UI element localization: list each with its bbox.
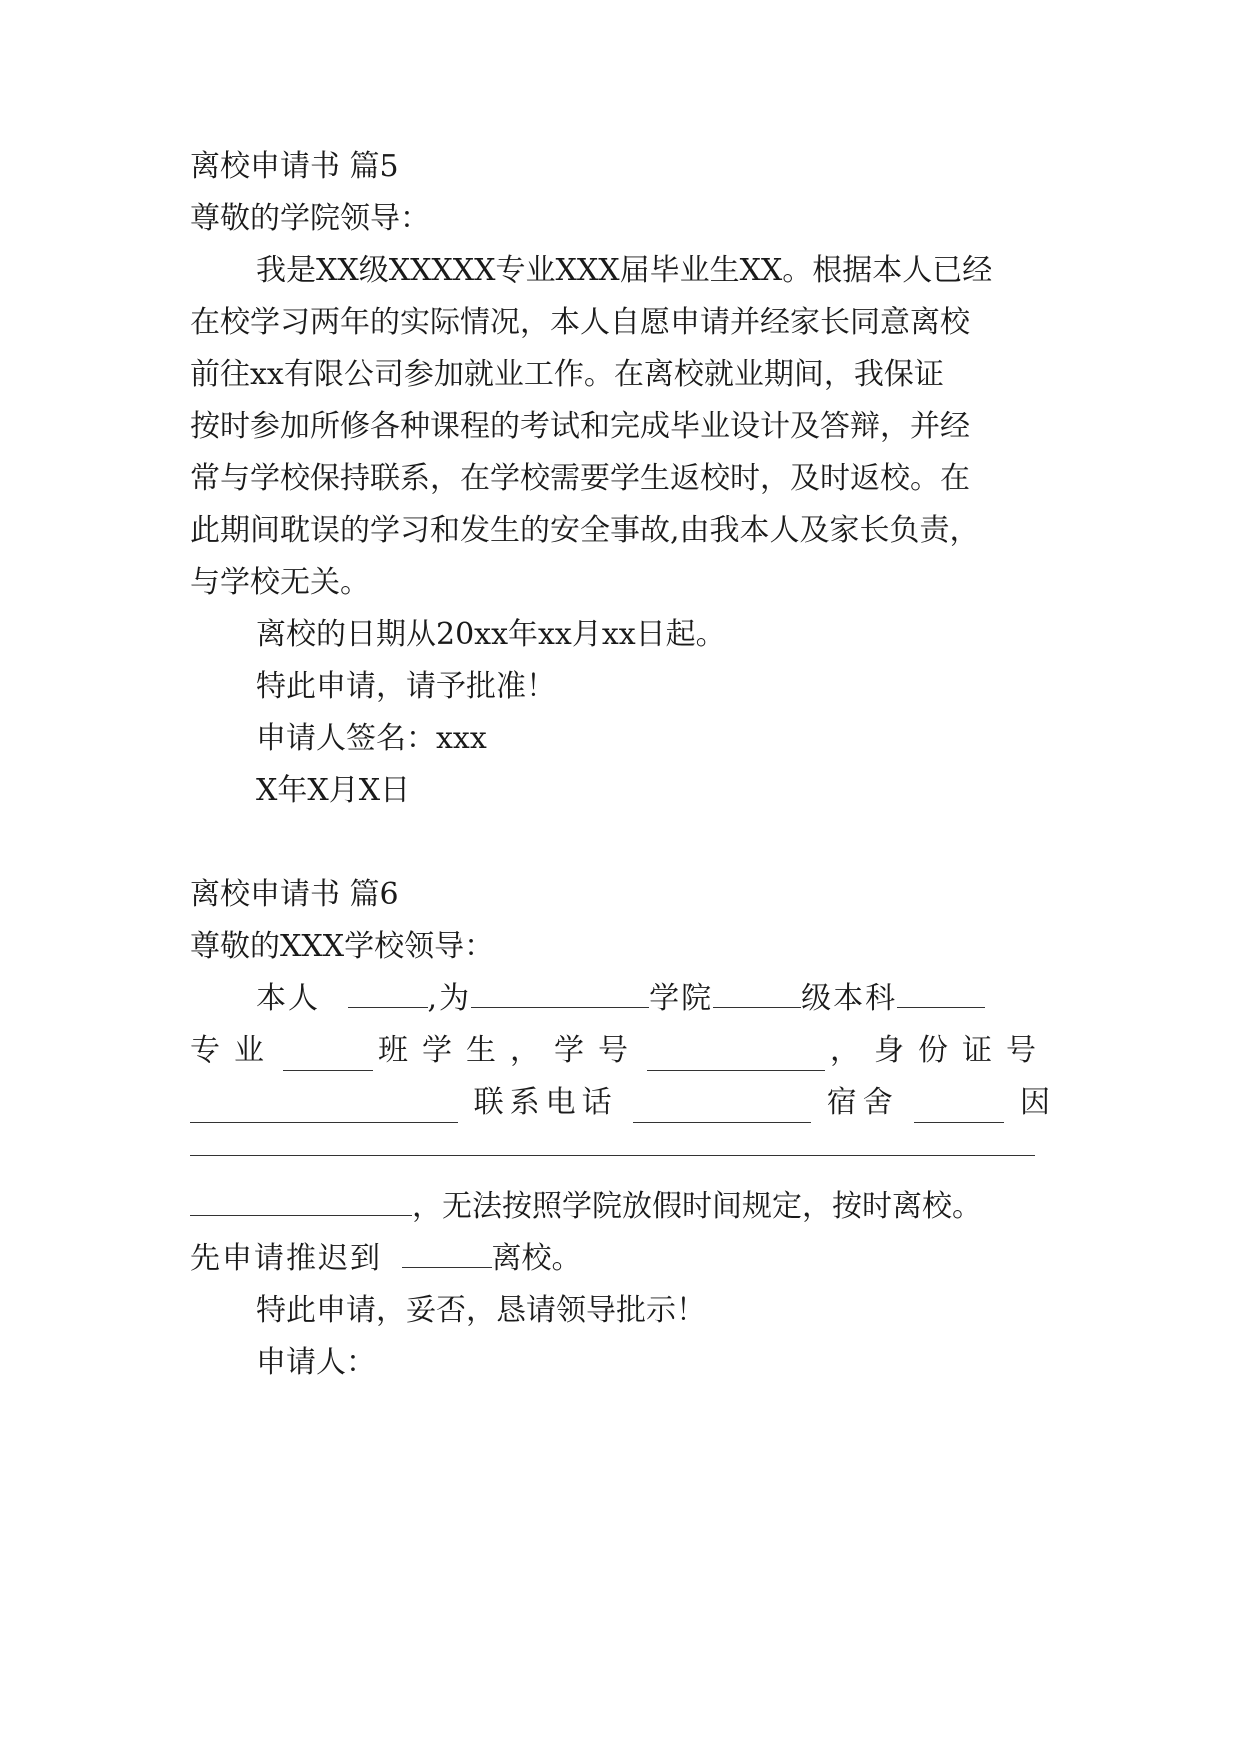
- row2-text-c: ，身份证号: [830, 1033, 1050, 1068]
- section6-row3: [190, 1083, 1050, 1123]
- row1-text-c: 学院: [649, 981, 714, 1016]
- row1-text-d: 级本科: [801, 981, 898, 1016]
- section6-applicant: 申请人：: [256, 1345, 376, 1380]
- row1-text-a: 本人: [256, 981, 320, 1016]
- row5-text-a: ，无法按照学院放假时间规定，按时离校。: [412, 1189, 982, 1224]
- document-page: [190, 0, 1060, 1754]
- major-name-blank: [283, 1042, 373, 1071]
- reason-blank: [190, 1155, 1035, 1156]
- dorm-blank: [914, 1094, 1004, 1123]
- id-number-blank: [190, 1094, 458, 1123]
- section6-title: 离校申请书 篇6: [190, 877, 399, 912]
- row2-text-a: 专业: [190, 1033, 278, 1068]
- grade-blank: [713, 979, 801, 1008]
- row1-text-b: ,为: [427, 981, 472, 1016]
- section5-sign-date: X年X月X日: [256, 773, 411, 808]
- phone-blank: [633, 1094, 811, 1123]
- college-blank: [471, 979, 649, 1008]
- section5-request: 特此申请，请予批准！: [256, 669, 556, 704]
- section6-row6: [190, 1239, 582, 1279]
- row3-text-c: 因: [1019, 1085, 1050, 1120]
- major-blank: [897, 979, 985, 1008]
- section5-body-line: 与学校无关。: [190, 565, 370, 600]
- section6-row5: [190, 1187, 982, 1227]
- student-id-blank: [647, 1042, 825, 1071]
- section5-body-line: 常与学校保持联系，在学校需要学生返校时，及时返校。在: [190, 461, 970, 496]
- section5-body-line: 前往xx有限公司参加就业工作。在离校就业期间，我保证: [190, 357, 944, 392]
- row3-text-a: 联系电话: [473, 1085, 618, 1120]
- row6-text-b: 离校。: [491, 1241, 582, 1276]
- section6-row2: [190, 1031, 1050, 1071]
- section5-body-line: 在校学习两年的实际情况，本人自愿申请并经家长同意离校: [190, 305, 970, 340]
- section5-title: 离校申请书 篇5: [190, 149, 399, 184]
- section5-body-line: 我是XX级XXXXX专业XXX届毕业生XX。根据本人已经: [256, 253, 993, 288]
- section5-body-line: 此期间耽误的学习和发生的安全事故,由我本人及家长负责，: [190, 513, 980, 548]
- section5-date-line: 离校的日期从20xx年xx月xx日起。: [256, 617, 726, 652]
- section5-signature: 申请人签名：xxx: [256, 721, 487, 756]
- section6-salutation: 尊敬的XXX学校领导：: [190, 929, 495, 964]
- delay-date-blank: [402, 1239, 492, 1268]
- row6-text-a: 先申请推迟到: [190, 1241, 382, 1276]
- reason-continued-blank: [190, 1187, 412, 1216]
- section5-body-line: 按时参加所修各种课程的考试和完成毕业设计及答辩，并经: [190, 409, 970, 444]
- section6-row1: [256, 979, 985, 1019]
- row2-text-b: 班学生，学号: [378, 1033, 642, 1068]
- section6-request: 特此申请，妥否，恳请领导批示！: [256, 1293, 706, 1328]
- section5-salutation: 尊敬的学院领导：: [190, 201, 430, 236]
- row3-text-b: 宿舍: [826, 1085, 899, 1120]
- name-blank: [348, 979, 428, 1008]
